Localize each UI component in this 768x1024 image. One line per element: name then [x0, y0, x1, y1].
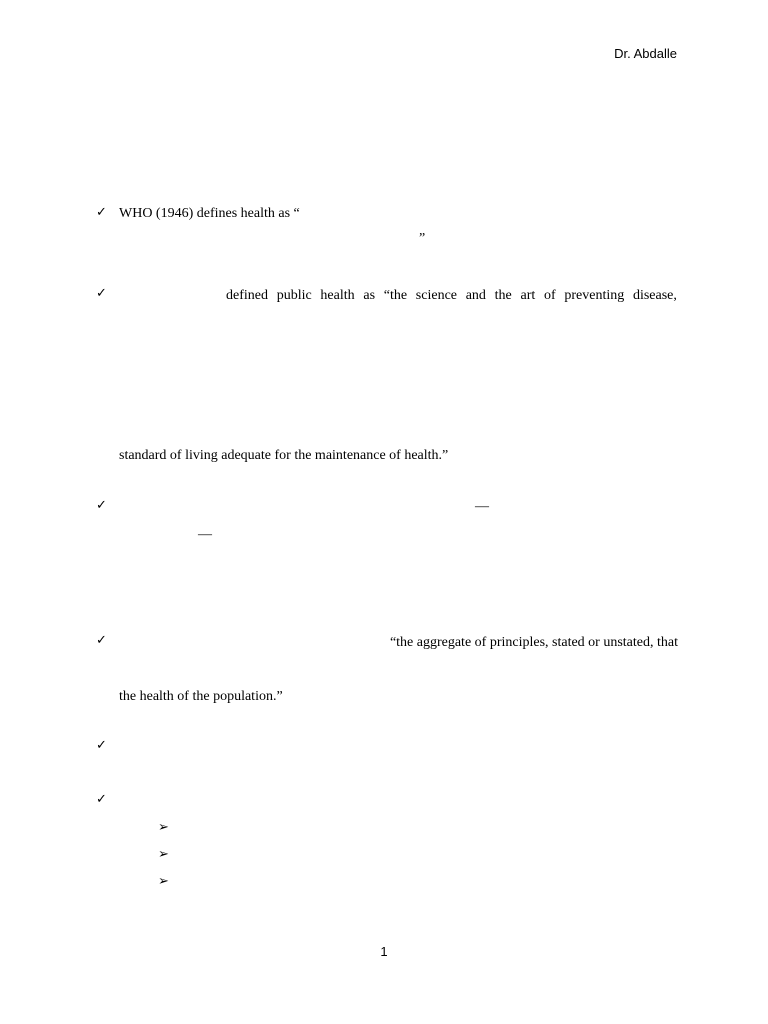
checkmark-icon: ✓ — [96, 286, 107, 301]
checkmark-icon: ✓ — [96, 792, 107, 807]
public-health-word: public — [276, 288, 312, 303]
public-health-word: “the — [383, 288, 408, 303]
policy-definition-line-1: “the aggregate of principles, stated or unstated, that — [389, 635, 678, 650]
header-author: Dr. Abdalle — [614, 46, 677, 61]
policy-definition-line-2: the health of the population.” — [119, 689, 283, 704]
who-definition-line-2: ” — [419, 231, 426, 246]
public-health-word: art — [520, 288, 536, 303]
public-health-word: of — [543, 288, 556, 303]
public-health-closing-line: standard of living adequate for the maintenance of health.” — [119, 448, 449, 463]
checkmark-icon: ✓ — [96, 738, 107, 753]
who-definition-line-1: WHO (1946) defines health as “ — [119, 206, 300, 221]
public-health-word: defined — [226, 288, 268, 303]
arrow-bullet-icon: ➢ — [158, 847, 169, 862]
em-dash-2: — — [198, 527, 212, 542]
em-dash-1: — — [475, 499, 489, 514]
arrow-bullet-icon: ➢ — [158, 874, 169, 889]
public-health-word: and — [465, 288, 486, 303]
public-health-definition-line — [226, 287, 677, 304]
public-health-word: science — [415, 288, 457, 303]
public-health-word: health — [320, 288, 355, 303]
public-health-word: as — [363, 288, 376, 303]
page-number: 1 — [380, 944, 388, 959]
public-health-word: preventing — [564, 288, 625, 303]
checkmark-icon: ✓ — [96, 633, 107, 648]
checkmark-icon: ✓ — [96, 498, 107, 513]
public-health-word: disease, — [632, 288, 677, 303]
checkmark-icon: ✓ — [96, 205, 107, 220]
arrow-bullet-icon: ➢ — [158, 820, 169, 835]
public-health-word: the — [494, 288, 512, 303]
